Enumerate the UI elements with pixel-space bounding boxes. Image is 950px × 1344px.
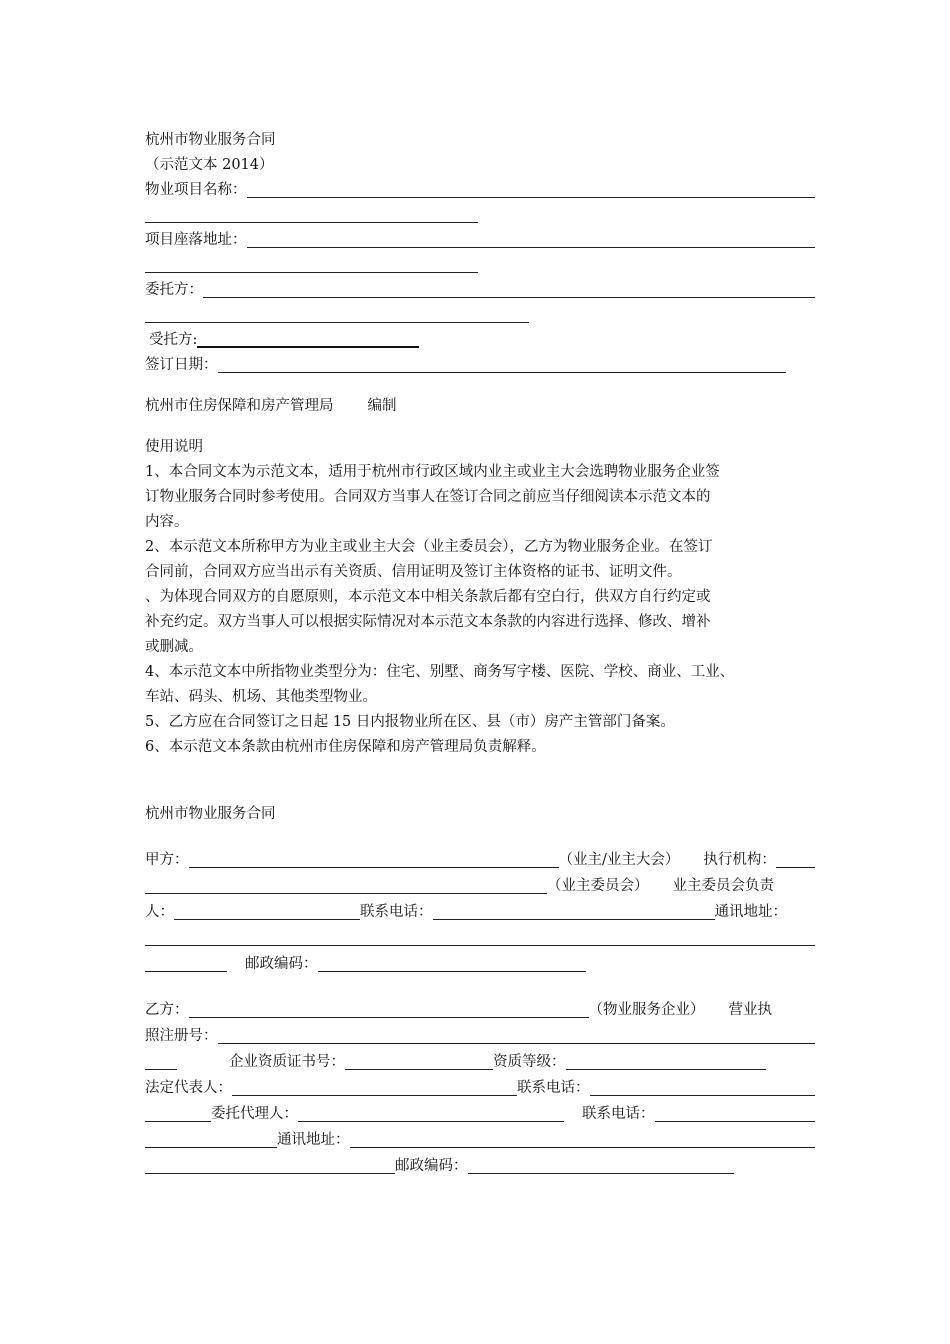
entrusted-party-blank[interactable] (197, 346, 419, 348)
project-name-line-2 (145, 203, 815, 228)
party-a-exec-org-blank-2[interactable] (145, 893, 547, 894)
sign-date-blank[interactable] (218, 372, 786, 373)
contract-title-line (145, 802, 815, 827)
instruction-1-line-3: 内容。 (145, 514, 189, 530)
party-a-exec-org-label: 执行机构： (703, 852, 776, 868)
party-b-address-label: 通讯地址： (277, 1132, 350, 1148)
instructions-heading-line (145, 435, 815, 460)
party-a-line-1 (145, 847, 815, 873)
party-b-phone2-blank-2[interactable] (145, 1147, 277, 1148)
document-subtitle-line (145, 153, 815, 178)
project-address-label: 项目座落地址： (145, 232, 247, 248)
party-b-label: 乙方： (145, 1002, 189, 1018)
instruction-4-line-1: 4、本示范文本中所指物业类型分为：住宅、别墅、商务写字楼、医院、学校、商业、工业、 (145, 664, 735, 680)
party-b-legal-rep-label: 法定代表人： (145, 1080, 232, 1096)
document-title: 杭州市物业服务合同 (145, 132, 276, 148)
party-b-name-blank[interactable] (189, 1017, 589, 1018)
instructions-heading: 使用说明 (145, 439, 203, 455)
entrusted-party-label: 受托方: (149, 332, 198, 348)
instruction-6-line-1: 6、本示范文本条款由杭州市住房保障和房产管理局负责解释。 (145, 739, 546, 755)
party-b-postcode-label: 邮政编码： (395, 1158, 468, 1174)
party-a-head-suffix: 人： (145, 904, 174, 920)
instruction-1-line-2: 订物业服务合同时参考使用。合同双方当事人在签订合同之前应当仔细阅读本示范文本的 (145, 489, 711, 505)
issuer-name: 杭州市住房保障和房产管理局 (145, 398, 334, 414)
party-b-phone2-blank[interactable] (655, 1121, 816, 1122)
instruction-3-line-1: 、为体现合同双方的自愿原则，本示范文本中相关条款后都有空白行，供双方自行约定或 (145, 589, 711, 605)
party-b-phone1-label: 联系电话： (517, 1080, 590, 1096)
party-b-line-6 (145, 1127, 815, 1153)
party-a-postcode-blank[interactable] (318, 971, 586, 972)
party-b-phone2-label: 联系电话： (582, 1106, 655, 1122)
party-b-phone1-blank[interactable] (590, 1095, 816, 1096)
party-b-level-label: 资质等级： (493, 1054, 566, 1070)
party-a-line-3 (145, 899, 815, 925)
project-address-line-2 (145, 253, 815, 278)
party-a-exec-org-blank[interactable] (776, 867, 815, 868)
party-b-license-prefix: 营业执 (728, 1002, 772, 1018)
instruction-1-line-1: 1、本合同文本为示范文本，适用于杭州市行政区域内业主或业主大会选聘物业服务企业签 (145, 464, 720, 480)
party-a-line-5 (145, 951, 815, 977)
party-b-license-blank[interactable] (218, 1043, 816, 1044)
issuer-action: 编制 (367, 398, 397, 414)
party-b-line-5 (145, 1101, 815, 1127)
party-a-head-prefix: 业主委员会负责 (672, 878, 774, 894)
entrusting-party-line (145, 278, 815, 303)
party-b-note: （物业服务企业） (588, 1002, 705, 1018)
party-a-label: 甲方： (145, 852, 189, 868)
party-a-note: （业主/业主大会） (558, 852, 680, 868)
sign-date-label: 签订日期： (145, 357, 218, 373)
party-b-line-3 (145, 1049, 815, 1075)
project-name-blank[interactable] (247, 197, 816, 198)
party-b-phone1-blank-2[interactable] (145, 1121, 211, 1122)
party-a-line-4 (145, 925, 815, 951)
party-a-line-2 (145, 873, 815, 899)
party-b-license-suffix: 照注册号： (145, 1028, 218, 1044)
party-a-committee-note: （业主委员会） (547, 878, 649, 894)
document-subtitle: （示范文本 2014） (145, 157, 274, 173)
document-page (145, 128, 815, 1179)
party-b-line-2 (145, 1023, 815, 1049)
party-b-address-blank-2[interactable] (145, 1173, 395, 1174)
party-a-name-blank[interactable] (189, 867, 559, 868)
party-a-address-blank-2[interactable] (145, 971, 227, 972)
party-b-address-blank[interactable] (350, 1147, 816, 1148)
party-b-level-blank[interactable] (566, 1069, 766, 1070)
party-b-line-4 (145, 1075, 815, 1101)
sign-date-line (145, 353, 815, 378)
party-b-postcode-blank[interactable] (468, 1173, 734, 1174)
party-a-postcode-label: 邮政编码： (245, 956, 318, 972)
document-title-line (145, 128, 815, 153)
party-b-line-7 (145, 1153, 815, 1179)
project-address-blank[interactable] (247, 247, 816, 248)
instruction-3-line-3: 或删减。 (145, 639, 203, 655)
entrusting-party-blank-2[interactable] (145, 322, 529, 323)
entrusting-party-blank[interactable] (203, 297, 815, 298)
instructions-list (145, 460, 815, 760)
entrusting-party-line-2 (145, 303, 815, 328)
party-a-phone-blank[interactable] (433, 919, 715, 920)
party-b-cert-label: 企业资质证书号： (229, 1054, 345, 1070)
project-address-blank-2[interactable] (145, 272, 478, 273)
instruction-4-line-2: 车站、码头、机场、其他类型物业。 (145, 689, 377, 705)
issuer-line (145, 394, 815, 419)
party-b-agent-label: 委托代理人： (211, 1106, 298, 1122)
entrusting-party-label: 委托方： (145, 282, 203, 298)
instruction-2-line-2: 合同前，合同双方应当出示有关资质、信用证明及签订主体资格的证书、证明文件。 (145, 564, 682, 580)
party-a-address-blank[interactable] (145, 945, 815, 946)
entrusted-party-line (145, 328, 815, 353)
party-b-legal-rep-blank[interactable] (232, 1095, 517, 1096)
party-a-phone-label: 联系电话： (360, 904, 433, 920)
party-b-line-1 (145, 997, 815, 1023)
project-name-blank-2[interactable] (145, 222, 478, 223)
project-address-line (145, 228, 815, 253)
party-b-cert-blank[interactable] (345, 1069, 493, 1070)
project-name-line (145, 178, 815, 203)
party-a-head-blank[interactable] (174, 919, 360, 920)
instruction-2-line-1: 2、本示范文本所称甲方为业主或业主大会（业主委员会），乙方为物业服务企业。在签订 (145, 539, 713, 555)
party-a-address-label: 通讯地址： (714, 904, 787, 920)
instruction-5-line-1: 5、乙方应在合同签订之日起 15 日内报物业所在区、县（市）房产主管部门备案。 (145, 714, 675, 730)
project-name-label: 物业项目名称： (145, 182, 247, 198)
contract-title: 杭州市物业服务合同 (145, 806, 276, 822)
party-b-agent-blank[interactable] (298, 1121, 564, 1122)
instruction-3-line-2: 补充约定。双方当事人可以根据实际情况对本示范文本条款的内容进行选择、修改、增补 (145, 614, 711, 630)
party-b-license-blank-2[interactable] (145, 1069, 177, 1070)
